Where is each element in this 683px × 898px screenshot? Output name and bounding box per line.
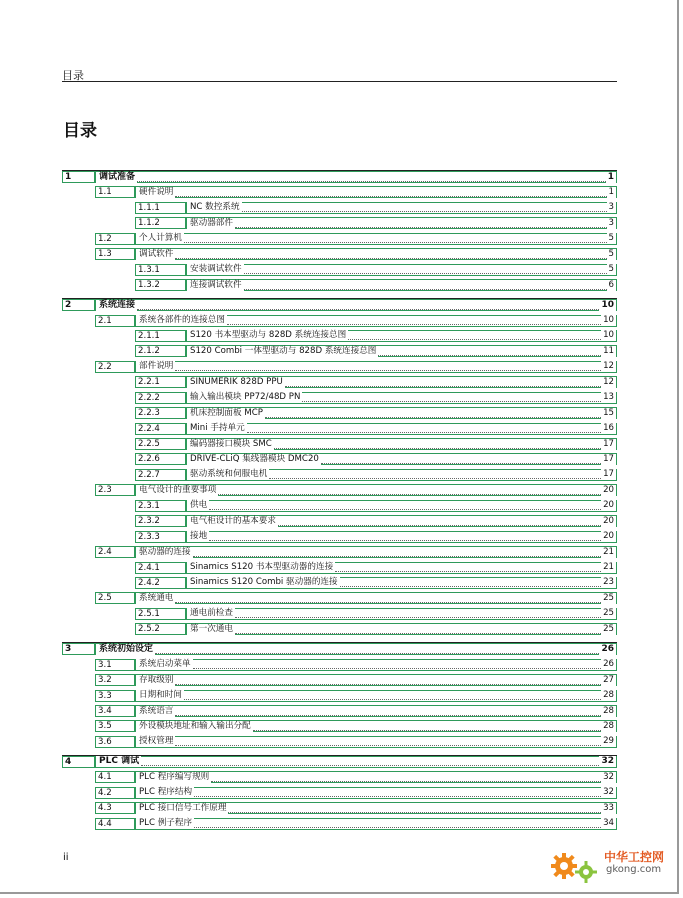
toc-entry-number: 2.5.1	[135, 608, 186, 620]
toc-entry-body[interactable]	[186, 577, 617, 589]
toc-entry-body[interactable]	[186, 562, 617, 574]
toc-entry-page: 17	[603, 438, 614, 449]
toc-entry-page: 21	[603, 562, 614, 572]
toc-entry-number: 3	[62, 643, 95, 655]
toc-entry[interactable]	[62, 438, 617, 452]
toc-leader-dots	[193, 555, 601, 557]
toc-entry-body[interactable]	[135, 361, 617, 373]
toc-leader-dots	[175, 744, 601, 746]
toc-entry-number: 4	[62, 756, 95, 768]
toc-entry[interactable]	[62, 299, 617, 313]
toc-leader-dots	[209, 508, 601, 510]
toc-entry-label: Sinamics S120 书本型驱动器的连接	[187, 562, 335, 573]
toc-entry[interactable]	[62, 423, 617, 437]
toc-entry-page: 25	[603, 623, 614, 634]
toc-leader-dots	[269, 477, 601, 479]
toc-entry-page: 28	[603, 720, 614, 731]
toc-entry-body[interactable]	[95, 299, 617, 311]
toc-leader-dots	[247, 431, 601, 433]
toc-entry-page: 5	[608, 248, 614, 259]
toc-entry-label: 通电前检查	[187, 608, 235, 619]
toc-entry-number: 2.2.5	[135, 438, 186, 450]
toc-entry-page: 10	[603, 330, 614, 341]
toc-entry-number: 2.1.1	[135, 330, 186, 342]
toc-entry-page: 12	[603, 376, 614, 387]
toc-entry-number: 2.2.7	[135, 469, 186, 481]
toc-entry-label: PLC 调试	[96, 756, 141, 767]
toc-entry-page: 5	[608, 264, 614, 275]
toc-entry-body[interactable]	[135, 771, 617, 783]
toc-entry-label: 第一次通电	[187, 624, 235, 635]
toc-entry-label: PLC 接口信号工作原理	[136, 803, 228, 814]
toc-entry-label: NC 数控系统	[187, 202, 242, 213]
toc-entry-page: 1	[607, 171, 614, 182]
toc-entry[interactable]	[62, 643, 617, 657]
toc-entry-number: 3.1	[95, 659, 135, 671]
toc-entry-number: 2.5.2	[135, 623, 186, 635]
toc-leader-dots	[175, 257, 606, 259]
toc-entry-page: 26	[603, 659, 614, 670]
toc-leader-dots	[141, 764, 599, 766]
toc-leader-dots	[242, 210, 607, 212]
toc-entry-body[interactable]	[186, 500, 617, 512]
toc-leader-dots	[209, 539, 601, 541]
toc-entry[interactable]	[62, 233, 617, 247]
toc-entry[interactable]	[62, 279, 617, 293]
toc-leader-dots	[184, 698, 601, 700]
toc-entry-number: 1.3	[95, 248, 135, 260]
toc-leader-dots	[218, 493, 601, 495]
toc-entry-label: 调试准备	[96, 172, 137, 183]
toc-entry-label: 供电	[187, 500, 209, 511]
toc-entry-label: 外设模块地址和输入输出分配	[136, 721, 253, 732]
toc-entry-number: 2.5	[95, 592, 135, 604]
toc-entry[interactable]	[62, 659, 617, 673]
toc-entry-label: 系统各部件的连接总图	[136, 315, 227, 326]
footer-page-number: ii	[63, 852, 69, 863]
toc-entry-page: 13	[603, 392, 614, 403]
toc-entry[interactable]	[62, 720, 617, 734]
toc-entry[interactable]	[62, 453, 617, 467]
toc-entry-number: 1.3.1	[135, 264, 186, 276]
toc-leader-dots	[253, 729, 601, 731]
toc-leader-dots	[285, 385, 601, 387]
toc-entry-label: PLC 例子程序	[136, 818, 194, 829]
toc-entry-number: 1.3.2	[135, 279, 186, 291]
toc-leader-dots	[244, 272, 607, 274]
toc-entry-number: 2.2.1	[135, 376, 186, 388]
toc-entry[interactable]	[62, 562, 617, 576]
toc-entry[interactable]	[62, 705, 617, 719]
toc-entry-number: 2	[62, 299, 95, 311]
toc-entry-page: 20	[603, 484, 614, 495]
toc-entry-page: 28	[603, 705, 614, 716]
toc-entry-page: 6	[608, 279, 614, 290]
toc-entry[interactable]	[62, 818, 617, 832]
toc-leader-dots	[194, 826, 601, 828]
toc-entry-label: 系统连接	[96, 300, 137, 311]
toc-leader-dots	[228, 811, 601, 813]
toc-entry[interactable]	[62, 592, 617, 606]
toc-entry-label: 驱动系统和伺服电机	[187, 469, 269, 480]
toc-entry-number: 4.1	[95, 771, 135, 783]
toc-entry-page: 33	[603, 802, 614, 813]
toc-leader-dots	[235, 226, 607, 228]
toc-entry-number: 1.2	[95, 233, 135, 245]
toc-entry-number: 2.2.3	[135, 407, 186, 419]
toc-entry-body[interactable]	[95, 643, 617, 655]
toc-entry-body[interactable]	[186, 515, 617, 527]
toc-entry[interactable]	[62, 546, 617, 560]
toc-entry-number: 4.3	[95, 802, 135, 814]
toc-entry-label: 存取级别	[136, 675, 175, 686]
toc-entry[interactable]	[62, 690, 617, 704]
toc-entry-body[interactable]	[186, 202, 617, 214]
toc-leader-dots	[175, 714, 601, 716]
toc-entry-page: 20	[603, 531, 614, 542]
toc-entry[interactable]	[62, 248, 617, 262]
toc-leader-dots	[137, 180, 606, 182]
toc-entry-number: 4.2	[95, 787, 135, 799]
toc-entry-number: 2.4.2	[135, 577, 186, 589]
toc-entry[interactable]	[62, 531, 617, 545]
toc-entry-body[interactable]	[135, 818, 617, 830]
toc-entry-number: 3.4	[95, 705, 135, 717]
toc-entry-label: S120 Combi 一体型驱动与 828D 系统连接总图	[187, 346, 378, 357]
toc-entry-page: 3	[608, 217, 614, 228]
toc-entry-number: 3.3	[95, 690, 135, 702]
toc-leader-dots	[348, 338, 601, 340]
toc-entry-page: 25	[603, 592, 614, 603]
toc-entry-label: 系统通电	[136, 593, 175, 604]
toc-leader-dots	[378, 354, 601, 356]
toc-entry-page: 23	[603, 577, 614, 588]
toc-entry-label: 部件说明	[136, 361, 175, 372]
toc-leader-dots	[278, 524, 601, 526]
toc-entry-page: 11	[603, 345, 614, 356]
toc-leader-dots	[302, 400, 601, 402]
watermark-domain: gkong.com	[606, 864, 662, 875]
toc-entry-number: 3.2	[95, 674, 135, 686]
toc-entry-body[interactable]	[186, 279, 617, 291]
toc-entry-label: 驱动器部件	[187, 218, 235, 229]
toc-entry[interactable]	[62, 756, 617, 770]
toc-entry[interactable]	[62, 771, 617, 785]
toc-entry-body[interactable]	[186, 531, 617, 543]
toc-entry-body[interactable]	[186, 423, 617, 435]
toc-entry-page: 27	[603, 674, 614, 685]
toc-entry-number: 2.1	[95, 315, 135, 327]
toc-entry-label: PLC 程序结构	[136, 787, 194, 798]
toc-entry[interactable]	[62, 171, 617, 185]
toc-entry-label: 系统启动菜单	[136, 659, 193, 670]
toc-entry[interactable]	[62, 376, 617, 390]
toc-entry-body[interactable]	[186, 623, 617, 635]
toc-entry-page: 20	[603, 515, 614, 526]
toc-entry[interactable]	[62, 515, 617, 529]
toc-leader-dots	[155, 652, 599, 654]
toc-entry-page: 16	[603, 423, 614, 434]
toc-entry[interactable]	[62, 736, 617, 750]
toc-entry-body[interactable]	[135, 705, 617, 717]
toc-chapter-group	[62, 299, 617, 637]
toc-leader-dots	[274, 447, 601, 449]
toc-entry-number: 2.3	[95, 484, 135, 496]
toc-entry-page: 21	[603, 546, 614, 557]
toc-entry[interactable]	[62, 500, 617, 514]
toc-entry-label: 编码器接口模块 SMC	[187, 439, 274, 450]
toc-leader-dots	[194, 795, 601, 797]
toc-entry-page: 25	[603, 608, 614, 619]
table-of-contents	[62, 171, 617, 838]
toc-entry-number: 2.2.6	[135, 453, 186, 465]
toc-entry[interactable]	[62, 577, 617, 591]
toc-entry[interactable]	[62, 674, 617, 688]
toc-leader-dots	[211, 780, 601, 782]
toc-entry[interactable]	[62, 623, 617, 637]
toc-entry[interactable]	[62, 345, 617, 359]
toc-entry[interactable]	[62, 315, 617, 329]
toc-entry-body[interactable]	[135, 248, 617, 260]
toc-entry-body[interactable]	[135, 233, 617, 245]
toc-entry[interactable]	[62, 802, 617, 816]
toc-entry-number: 2.2.4	[135, 423, 186, 435]
toc-entry-body[interactable]	[135, 787, 617, 799]
toc-entry-page: 32	[601, 756, 614, 767]
toc-entry-number: 3.5	[95, 720, 135, 732]
toc-entry-number: 1	[62, 171, 95, 183]
toc-entry-body[interactable]	[186, 608, 617, 620]
watermark	[548, 842, 676, 890]
toc-entry-number: 3.6	[95, 736, 135, 748]
toc-entry-body[interactable]	[186, 392, 617, 404]
toc-entry[interactable]	[62, 361, 617, 375]
toc-leader-dots	[227, 323, 601, 325]
toc-entry-page: 3	[608, 202, 614, 213]
running-header: 目录	[62, 69, 84, 82]
toc-entry-body[interactable]	[186, 345, 617, 357]
toc-entry-label: 驱动器的连接	[136, 547, 193, 558]
toc-entry[interactable]	[62, 217, 617, 231]
toc-entry-label: S120 书本型驱动与 828D 系统连接总图	[187, 330, 348, 341]
toc-entry-body[interactable]	[186, 469, 617, 481]
toc-leader-dots	[335, 570, 601, 572]
toc-entry-label: 输入输出模块 PP72/48D PN	[187, 392, 302, 403]
toc-entry-label: 日期和时间	[136, 690, 184, 701]
toc-entry-number: 1.1.2	[135, 217, 186, 229]
toc-entry-number: 2.3.2	[135, 515, 186, 527]
toc-entry-label: Sinamics S120 Combi 驱动器的连接	[187, 577, 340, 588]
toc-entry-number: 2.4	[95, 546, 135, 558]
toc-entry[interactable]	[62, 392, 617, 406]
toc-leader-dots	[235, 632, 601, 634]
toc-entry-label: PLC 程序编写规则	[136, 772, 211, 783]
toc-entry-page: 28	[603, 690, 614, 701]
toc-entry-label: SINUMERIK 828D PPU	[187, 377, 285, 388]
toc-leader-dots	[340, 585, 601, 587]
toc-entry-label: DRIVE-CLiQ 集线器模块 DMC20	[187, 454, 321, 465]
toc-entry-page: 10	[603, 315, 614, 325]
toc-entry[interactable]	[62, 407, 617, 421]
toc-entry-body[interactable]	[135, 802, 617, 814]
toc-entry-label: 连接调试软件	[187, 280, 244, 291]
toc-entry[interactable]	[62, 469, 617, 483]
toc-entry-body[interactable]	[135, 659, 617, 671]
toc-leader-dots	[175, 195, 606, 197]
toc-entry-page: 29	[603, 736, 614, 747]
toc-entry-page: 12	[603, 361, 614, 372]
toc-entry-body[interactable]	[135, 315, 617, 327]
toc-entry-label: 系统初始设定	[96, 644, 155, 655]
toc-leader-dots	[137, 308, 599, 310]
toc-chapter-group	[62, 756, 617, 832]
toc-entry-label: 个人计算机	[136, 233, 184, 244]
toc-entry-page: 5	[608, 233, 614, 244]
toc-leader-dots	[175, 683, 601, 685]
page-title: 目录	[63, 121, 97, 141]
toc-entry-page: 10	[601, 299, 614, 310]
toc-entry-body[interactable]	[135, 674, 617, 686]
toc-entry-body[interactable]	[186, 453, 617, 465]
toc-entry-page: 20	[603, 500, 614, 511]
toc-entry-body[interactable]	[135, 736, 617, 748]
toc-entry[interactable]	[62, 608, 617, 622]
toc-entry-body[interactable]	[135, 186, 617, 198]
toc-entry-page: 17	[603, 469, 614, 480]
toc-entry-body[interactable]	[135, 546, 617, 558]
toc-entry-body[interactable]	[135, 720, 617, 732]
toc-entry[interactable]	[62, 264, 617, 278]
header-rule	[62, 81, 617, 82]
toc-entry-page: 17	[603, 453, 614, 464]
toc-entry-label: 电气设计的重要事项	[136, 485, 218, 496]
toc-entry-label: 电气柜设计的基本要求	[187, 516, 278, 527]
toc-entry[interactable]	[62, 186, 617, 200]
toc-entry-body[interactable]	[186, 438, 617, 450]
toc-entry-page: 1	[608, 186, 614, 197]
toc-entry-number: 1.1	[95, 186, 135, 198]
toc-entry-body[interactable]	[95, 171, 617, 183]
toc-entry-label: 调试软件	[136, 249, 175, 260]
toc-entry-body[interactable]	[186, 264, 617, 276]
toc-leader-dots	[175, 601, 601, 603]
toc-entry-page: 32	[603, 771, 614, 782]
toc-entry-body[interactable]	[186, 407, 617, 419]
toc-entry-label: 机床控制面板 MCP	[187, 408, 265, 419]
toc-entry-number: 4.4	[95, 818, 135, 830]
toc-entry-body[interactable]	[135, 484, 617, 496]
toc-leader-dots	[193, 667, 601, 669]
toc-entry-number: 2.3.1	[135, 500, 186, 512]
toc-entry-number: 2.3.3	[135, 531, 186, 543]
toc-entry-number: 2.4.1	[135, 562, 186, 574]
toc-leader-dots	[265, 416, 601, 418]
toc-entry-page: 15	[603, 407, 614, 418]
toc-leader-dots	[321, 462, 601, 464]
toc-entry-number: 1.1.1	[135, 202, 186, 214]
toc-leader-dots	[175, 369, 601, 371]
toc-entry-number: 2.1.2	[135, 345, 186, 357]
toc-entry-label: Mini 手持单元	[187, 423, 247, 434]
toc-entry-label: 授权管理	[136, 736, 175, 747]
toc-chapter-group	[62, 171, 617, 293]
toc-entry-body[interactable]	[186, 217, 617, 229]
toc-entry-body[interactable]	[135, 592, 617, 604]
toc-entry-body[interactable]	[135, 690, 617, 702]
toc-entry[interactable]	[62, 202, 617, 216]
toc-entry-label: 硬件说明	[136, 187, 175, 198]
toc-entry-page: 34	[603, 818, 614, 829]
toc-entry-page: 26	[601, 643, 614, 654]
toc-entry-label: 安装调试软件	[187, 264, 244, 275]
toc-leader-dots	[235, 616, 601, 618]
toc-entry-label: 系统语言	[136, 706, 175, 717]
gear-logo-icon	[548, 848, 602, 888]
toc-entry-body[interactable]	[186, 376, 617, 388]
toc-entry[interactable]	[62, 330, 617, 344]
toc-chapter-group	[62, 643, 617, 750]
toc-entry[interactable]	[62, 484, 617, 498]
toc-entry-number: 2.2	[95, 361, 135, 373]
toc-entry-number: 2.2.2	[135, 392, 186, 404]
toc-entry-body[interactable]	[95, 756, 617, 768]
toc-entry-body[interactable]	[186, 330, 617, 342]
watermark-name: 中华工控网	[604, 850, 665, 864]
toc-entry[interactable]	[62, 787, 617, 801]
toc-entry-label: 接地	[187, 531, 209, 542]
toc-entry-page: 32	[603, 787, 614, 798]
toc-leader-dots	[244, 288, 607, 290]
toc-leader-dots	[184, 241, 607, 243]
